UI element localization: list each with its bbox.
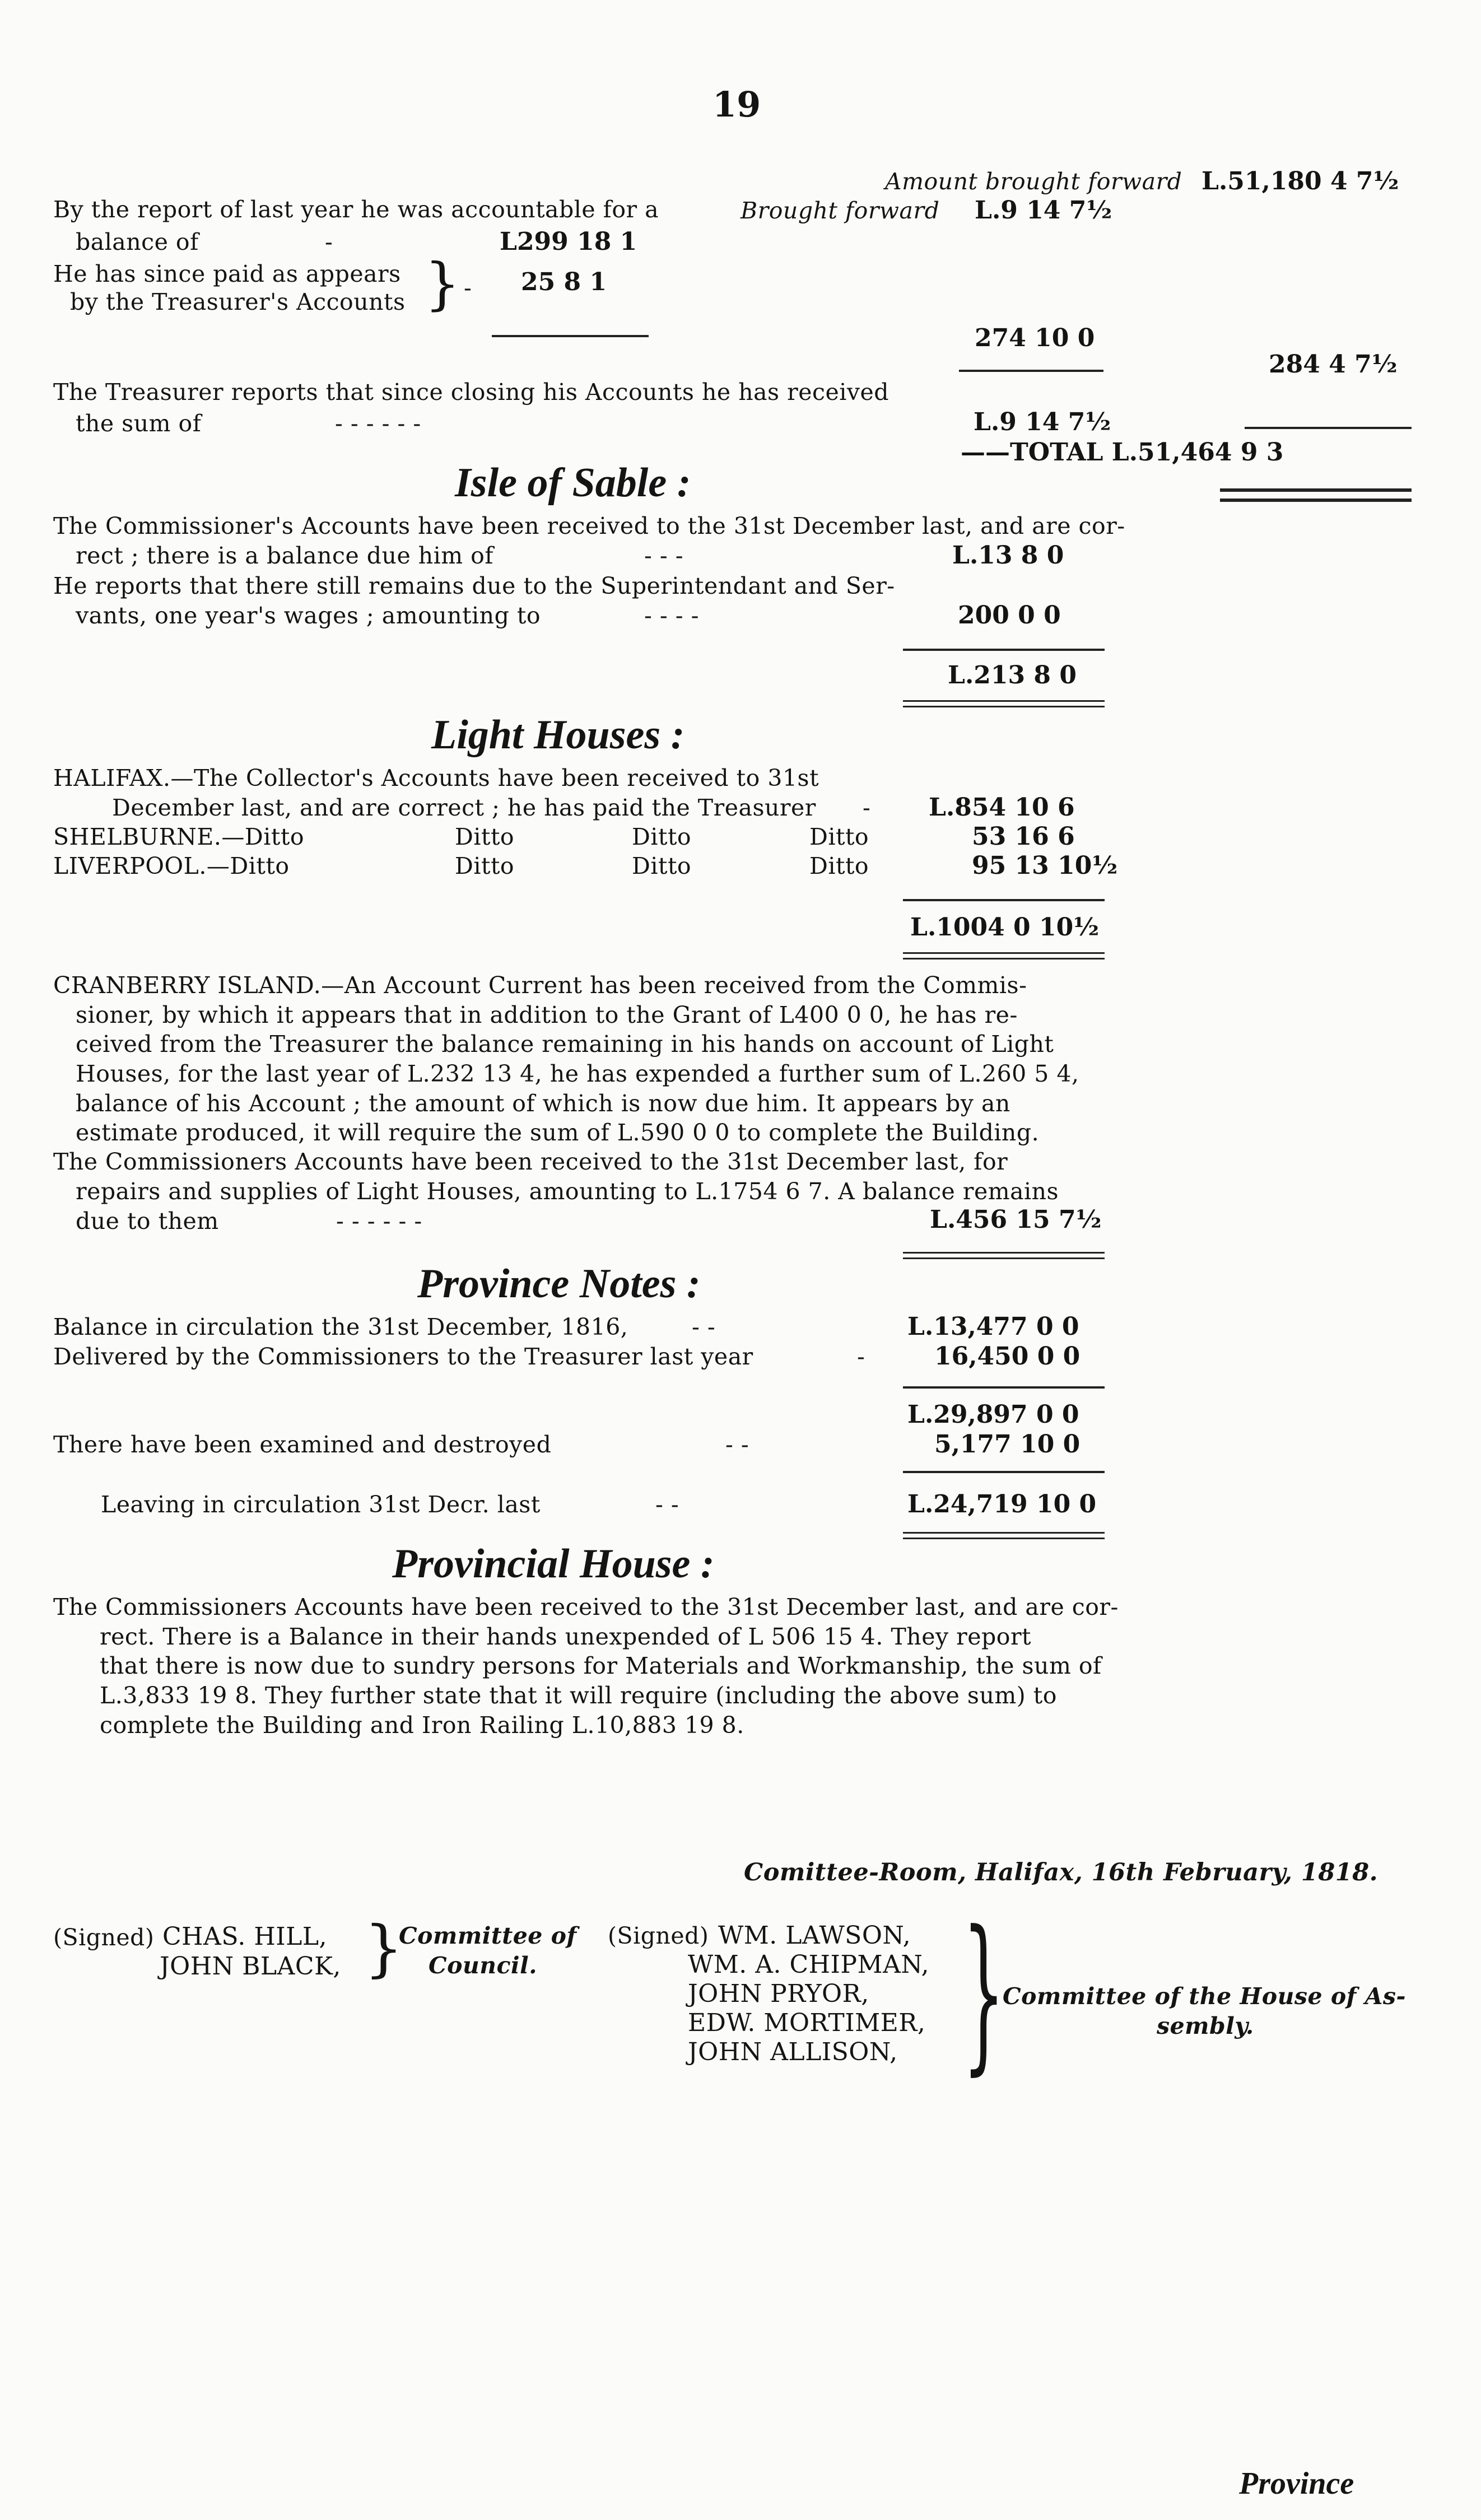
council-committee-2: Council.: [429, 1952, 537, 1979]
council-brace-icon: }: [364, 1912, 403, 1984]
halifax-value: L.854 10 6: [929, 793, 1075, 822]
liverpool-ditto-2: Ditto: [632, 853, 692, 879]
shelburne-ditto-1: Ditto: [455, 823, 515, 850]
assembly-committee-1: Committee of the House of As-: [1003, 1983, 1407, 2010]
grand-total-double-rule: [1220, 488, 1412, 502]
notes-rule: [903, 1386, 1105, 1389]
cranberry-line-3: ceived from the Treasurer the balance remaining in his hands on account of Light: [76, 1031, 1054, 1058]
grand-total: ——TOTAL L.51,464 9 3: [961, 438, 1284, 467]
commissioners-balance-value: L.456 15 7½: [930, 1205, 1102, 1234]
council-name-2: JOHN BLACK,: [160, 1952, 341, 1981]
sable-line-4-dots: - - - -: [644, 602, 700, 629]
liverpool-ditto-3: Ditto: [809, 853, 869, 879]
treasurer-dots: - - - - - -: [335, 410, 421, 437]
amount-brought-forward-value: L.51,180 4 7½: [1201, 167, 1399, 195]
report-line-1: By the report of last year he was accountable for a: [53, 196, 659, 223]
catchword: Province: [1239, 2466, 1354, 2501]
assembly-name-1: WM. LAWSON,: [718, 1921, 911, 1950]
cranberry-double-rule: [903, 1252, 1105, 1259]
section-heading-provincial-house: Provincial House :: [392, 1541, 715, 1587]
notes-circulation-value: L.13,477 0 0: [907, 1312, 1079, 1341]
notes-delivered-value: 16,450 0 0: [934, 1342, 1081, 1371]
paid-dash: -: [464, 274, 472, 301]
notes-double-rule: [903, 1532, 1105, 1539]
treasurer-line-2: the sum of: [76, 410, 202, 437]
house-line-5: complete the Building and Iron Railing L.10,883 19 8.: [100, 1712, 744, 1739]
brought-forward-label: Brought forward: [740, 197, 940, 224]
right-total-value: 284 4 7½: [1269, 350, 1398, 379]
halifax-line-1: HALIFAX.—The Collector's Accounts have been received to 31st: [53, 765, 819, 791]
treasurer-line-1: The Treasurer reports that since closing his Accounts he has received: [53, 379, 889, 406]
lights-total-double-rule: [903, 952, 1105, 959]
council-committee-1: Committee of: [399, 1922, 577, 1949]
paid-brace-icon: }: [425, 251, 460, 316]
notes-line-2-dash: -: [857, 1343, 865, 1370]
cranberry-line-5: balance of his Account ; the amount of which is now due him. It appears by an: [76, 1090, 1010, 1117]
commissioners-line-8: repairs and supplies of Light Houses, amounting to L.1754 6 7. A balance remains: [76, 1178, 1059, 1205]
notes-rule-2: [903, 1471, 1105, 1473]
assembly-brace-icon: }: [962, 1895, 1005, 2090]
notes-line-4-dots: - -: [655, 1491, 679, 1518]
house-line-1: The Commissioners Accounts have been received to the 31st December last, and are cor-: [53, 1594, 1119, 1620]
notes-line-3-dots: - -: [725, 1431, 749, 1458]
halifax-dash: -: [863, 794, 871, 821]
notes-sum-value: L.29,897 0 0: [907, 1400, 1079, 1429]
section-heading-light-houses: Light Houses :: [431, 712, 685, 758]
notes-line-3: There have been examined and destroyed: [53, 1431, 552, 1458]
sable-line-1: The Commissioner's Accounts have been received to the 31st December last, and are cor-: [53, 513, 1125, 539]
cranberry-line-4: Houses, for the last year of L.232 13 4, he has expended a further sum of L.260 5 4,: [76, 1060, 1079, 1087]
sable-line-3: He reports that there still remains due to the Superintendant and Ser-: [53, 572, 895, 599]
shelburne-label: SHELBURNE.—Ditto: [53, 823, 305, 850]
subtotal-rule: [959, 370, 1103, 372]
liverpool-ditto-1: Ditto: [455, 853, 515, 879]
sable-balance-value: L.13 8 0: [952, 541, 1064, 570]
assembly-name-4: EDW. MORTIMER,: [688, 2009, 926, 2037]
cranberry-line-1: CRANBERRY ISLAND.—An Account Current has been received from the Commis-: [53, 972, 1027, 999]
sub-rule: [492, 335, 649, 337]
right-total-rule: [1245, 427, 1412, 429]
assembly-name-2: WM. A. CHIPMAN,: [688, 1950, 930, 1979]
page-number: 19: [712, 84, 761, 125]
notes-line-1-dots: - -: [692, 1313, 716, 1340]
assembly-name-5: JOHN ALLISON,: [688, 2038, 898, 2066]
amount-brought-forward-label: Amount brought forward: [885, 168, 1182, 195]
notes-leaving-value: L.24,719 10 0: [907, 1490, 1097, 1518]
house-line-4: L.3,833 19 8. They further state that it will require (including the above sum) to: [100, 1682, 1057, 1709]
commissioners-line-7: The Commissioners Accounts have been received to the 31st December last, for: [53, 1148, 1008, 1175]
place-date: Comittee-Room, Halifax, 16th February, 1818.: [744, 1858, 1378, 1886]
sable-line-2: rect ; there is a balance due him of: [76, 542, 494, 569]
liverpool-value: 95 13 10½: [972, 851, 1118, 880]
sable-line-2-dots: - - -: [644, 542, 684, 569]
cranberry-line-6: estimate produced, it will require the sum of L.590 0 0 to complete the Building.: [76, 1119, 1040, 1146]
notes-destroyed-value: 5,177 10 0: [934, 1430, 1081, 1459]
report-line-2: balance of: [76, 229, 199, 255]
sable-total-double-rule: [903, 700, 1105, 707]
liverpool-label: LIVERPOOL.—Ditto: [53, 853, 290, 879]
treasurer-value: L.9 14 7½: [974, 408, 1111, 436]
sable-line-4: vants, one year's wages ; amounting to: [76, 602, 541, 629]
notes-line-2: Delivered by the Commissioners to the Treasurer last year: [53, 1343, 753, 1370]
sable-wages-value: 200 0 0: [958, 601, 1061, 630]
brought-forward-value: L.9 14 7½: [975, 196, 1112, 225]
signed-right-label: (Signed): [608, 1922, 709, 1949]
assembly-committee-2: sembly.: [1157, 2013, 1254, 2039]
report-line-2-dash: -: [325, 229, 333, 255]
lights-rule: [903, 899, 1105, 901]
assembly-name-3: JOHN PRYOR,: [688, 1979, 869, 2008]
subtotal-value: 274 10 0: [975, 324, 1095, 352]
paid-line-b: by the Treasurer's Accounts: [70, 288, 406, 315]
paid-value: 25 8 1: [521, 268, 607, 296]
paid-line-a: He has since paid as appears: [53, 260, 401, 287]
commissioners-line-9: due to them: [76, 1208, 219, 1235]
shelburne-ditto-3: Ditto: [809, 823, 869, 850]
house-line-3: that there is now due to sundry persons for Materials and Workmanship, the sum of: [100, 1652, 1102, 1679]
shelburne-value: 53 16 6: [972, 822, 1075, 851]
lights-total-value: L.1004 0 10½: [910, 913, 1100, 942]
commissioners-line-9-dots: - - - - - -: [336, 1208, 422, 1235]
cranberry-line-2: sioner, by which it appears that in addition to the Grant of L400 0 0, he has re-: [76, 1002, 1018, 1028]
council-name-1: CHAS. HILL,: [162, 1922, 328, 1951]
notes-line-4: Leaving in circulation 31st Decr. last: [101, 1491, 541, 1518]
house-line-2: rect. There is a Balance in their hands unexpended of L 506 15 4. They report: [100, 1623, 1032, 1650]
sable-total-value: L.213 8 0: [948, 661, 1077, 690]
halifax-line-2: December last, and are correct ; he has paid the Treasurer: [112, 794, 816, 821]
sable-rule: [903, 649, 1105, 651]
notes-line-1: Balance in circulation the 31st December, 1816,: [53, 1313, 628, 1340]
signed-left-label: (Signed): [53, 1924, 155, 1951]
shelburne-ditto-2: Ditto: [632, 823, 692, 850]
section-heading-province-notes: Province Notes :: [417, 1261, 701, 1307]
report-line-2-value: L299 18 1: [500, 227, 637, 256]
section-heading-isle-of-sable: Isle of Sable :: [455, 460, 691, 506]
